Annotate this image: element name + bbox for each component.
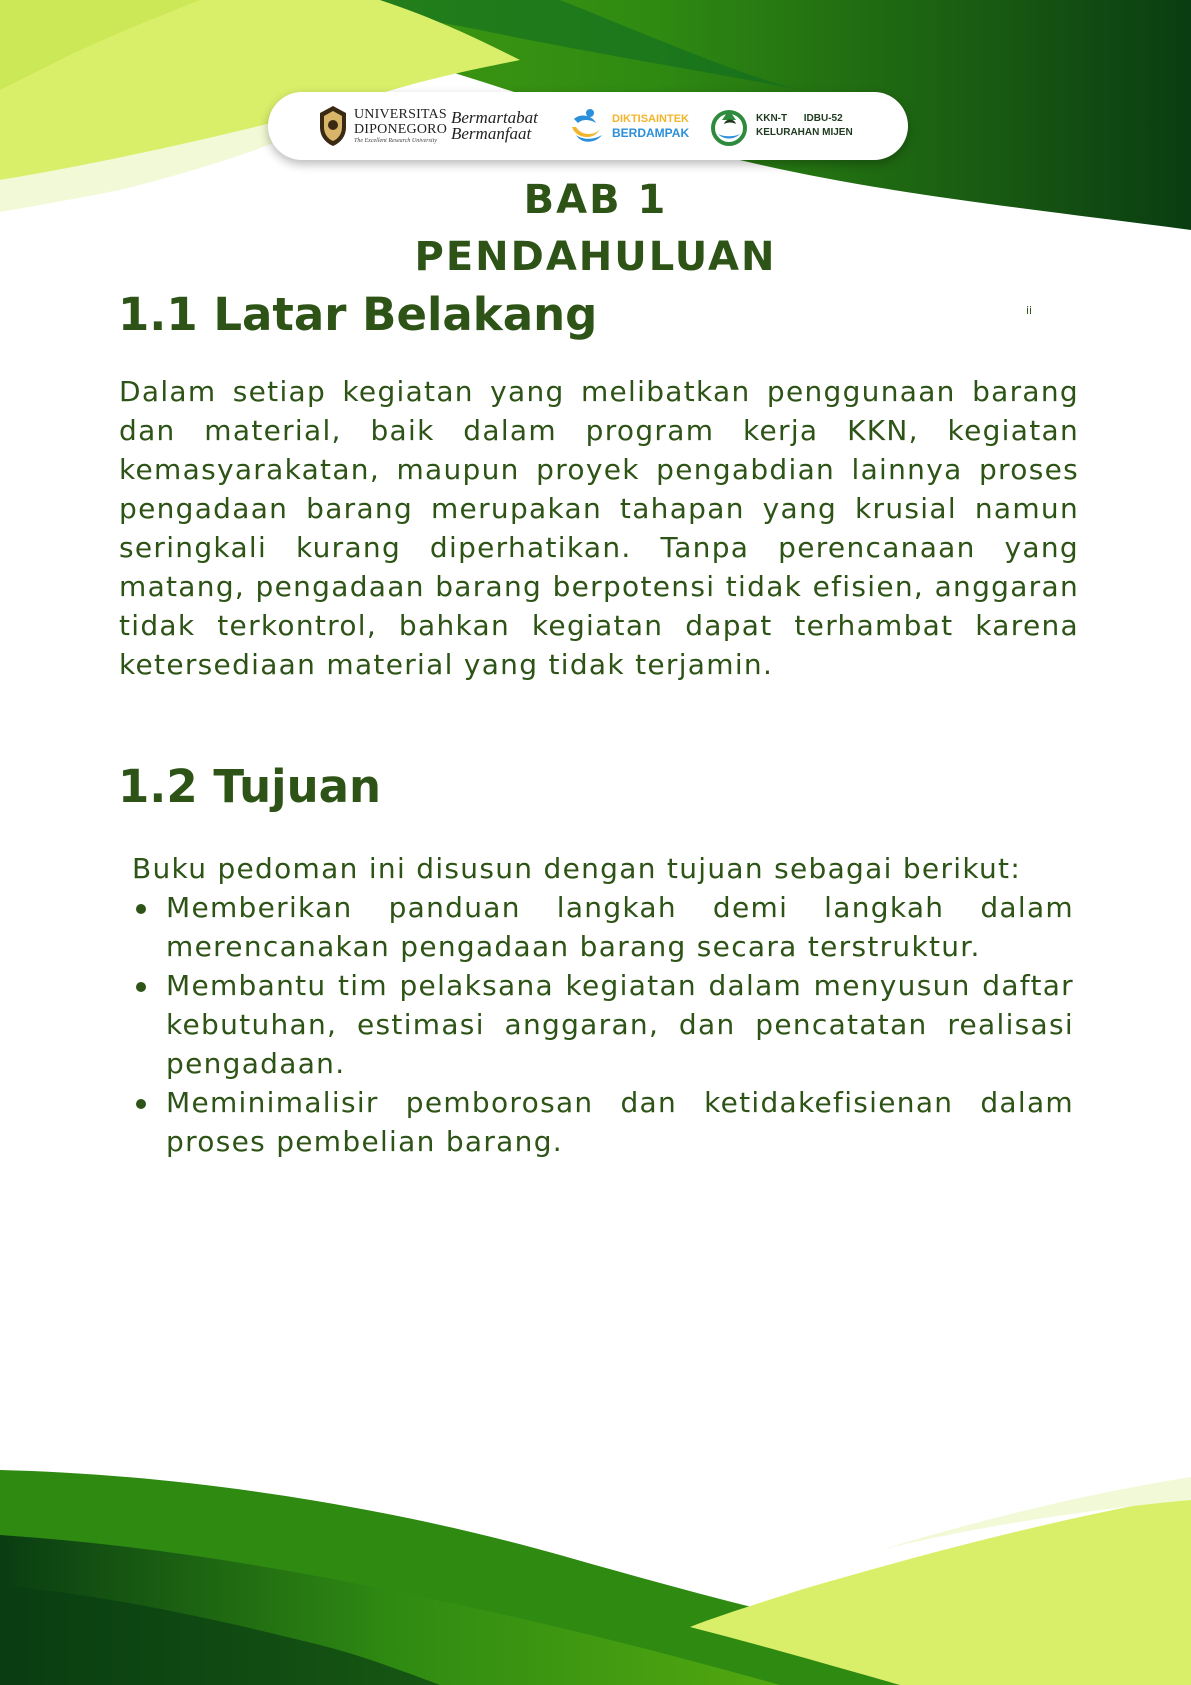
logo-bar — [268, 92, 908, 160]
section-heading-latar-belakang: 1.1 Latar Belakang — [118, 288, 598, 341]
undip-name-line2: DIPONEGORO — [354, 121, 447, 137]
section-heading-tujuan: 1.2 Tujuan — [118, 760, 382, 813]
undip-name-line1: UNIVERSITAS — [354, 106, 447, 122]
list-item: Memberikan panduan langkah demi langkah dalam merencanakan pengadaan barang secara terstruktur. — [166, 888, 1074, 966]
diktisaintek-line1: DIKTISAINTEK — [612, 113, 689, 125]
list-item: Membantu tim pelaksana kegiatan dalam menyusun daftar kebutuhan, estimasi anggaran, dan pencatatan realisasi pengadaan. — [166, 966, 1074, 1083]
tujuan-list — [166, 888, 1074, 1161]
kkn-line1: KKN-T IDBU-52 — [756, 113, 843, 124]
bermartabat-logo — [451, 92, 538, 160]
chapter-title: PENDAHULUAN — [414, 234, 777, 280]
list-item: Meminimalisir pemborosan dan ketidakefisienan dalam proses pembelian barang. — [166, 1083, 1074, 1161]
bottom-wave-decoration — [0, 1465, 1191, 1685]
bermartabat-line2: Bermanfaat — [451, 124, 532, 143]
chapter-label: BAB 1 — [523, 177, 668, 223]
latar-belakang-paragraph: Dalam setiap kegiatan yang melibatkan penggunaan barang dan material, baik dalam program kerja KKN, kegiatan kemasyarakatan, maupun proyek pengabdian lainnya proses pengadaan barang merupakan tahapan yang krusial namun seringkali kurang diperhatikan. Tanpa perencanaan yang matang, pengadaan barang berpotensi tidak efisien, anggaran tidak terkontrol, bahkan kegiatan dapat terhambat karena ketersediaan material yang tidak terjamin. — [119, 375, 1079, 681]
page-number: ii — [1026, 304, 1033, 317]
diktisaintek-logo — [566, 92, 689, 160]
kkn-logo — [708, 92, 853, 160]
kkn-leaf-globe-icon — [708, 104, 750, 148]
tujuan-intro: Buku pedoman ini disusun dengan tujuan sebagai berikut: — [132, 852, 1022, 885]
bermartabat-line1: Bermartabat — [451, 108, 538, 127]
diktisaintek-swirl-icon — [566, 105, 606, 147]
kkn-line2: KELURAHAN MIJEN — [756, 127, 853, 138]
university-seal-icon — [318, 105, 348, 147]
undip-logo — [318, 92, 447, 160]
diktisaintek-line2: BERDAMPAK — [612, 126, 690, 140]
undip-tagline: The Excellent Research University — [354, 137, 437, 144]
